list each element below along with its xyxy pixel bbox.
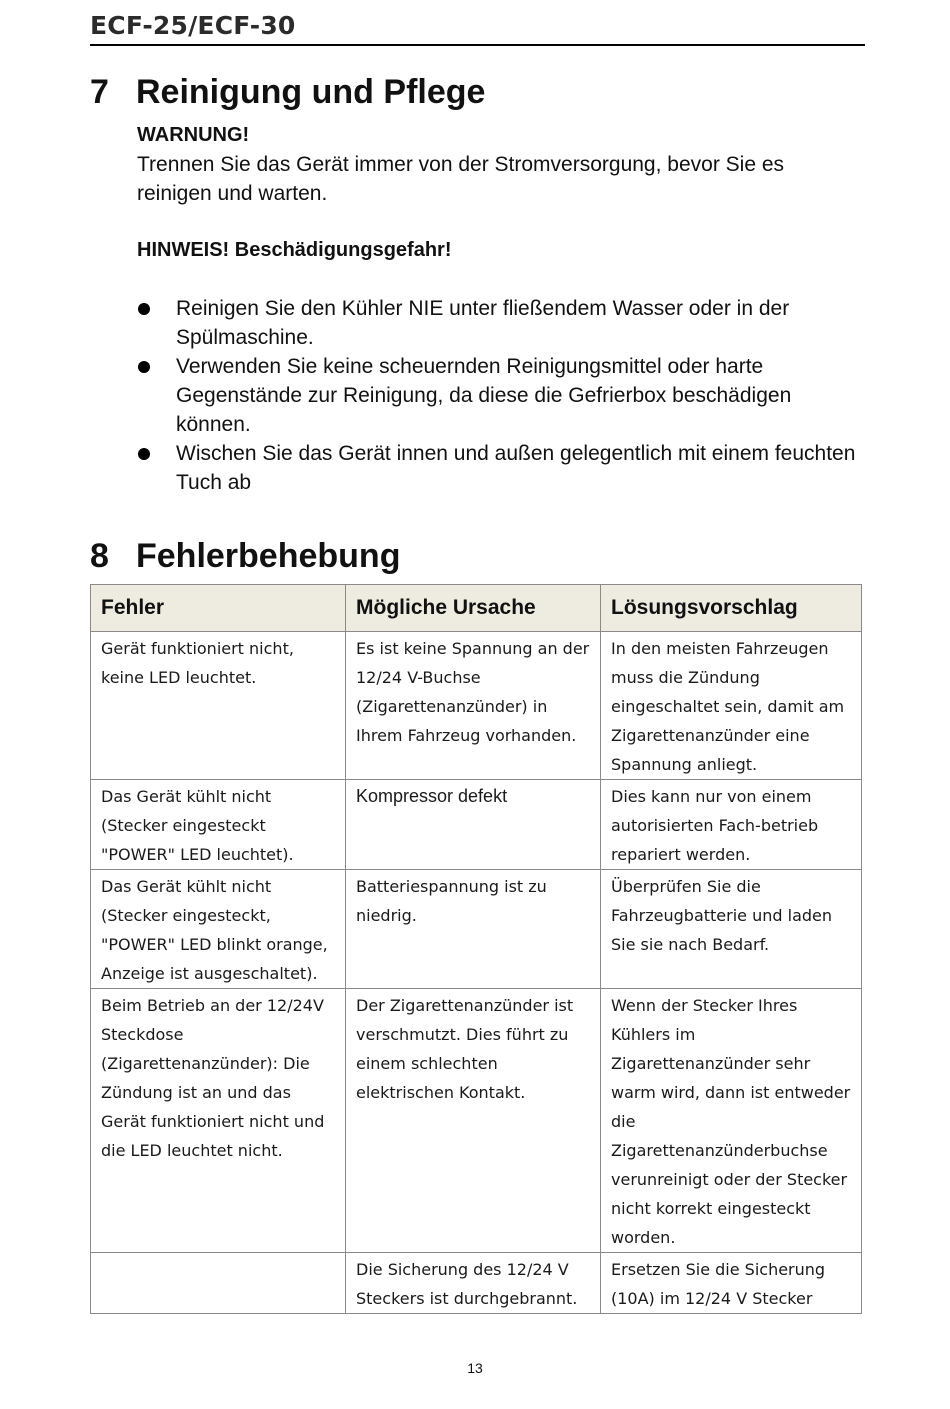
table-cell-ursache: Batteriespannung ist zu niedrig.	[346, 870, 601, 989]
table-row	[91, 780, 862, 870]
table-cell-loesung: Wenn der Stecker Ihres Kühlers im Zigarettenanzünder sehr warm wird, dann ist entweder die Zigarettenanzünderbuchse verunreinigt oder der Stecker nicht korrekt eingesteckt worden.	[601, 989, 862, 1253]
table-cell-ursache: Der Zigarettenanzünder ist verschmutzt. Dies führt zu einem schlechten elektrischen Kontakt.	[346, 989, 601, 1253]
bullet-dot-icon	[138, 448, 150, 460]
section-8-number: 8	[90, 537, 109, 575]
table-cell-loesung: In den meisten Fahrzeugen muss die Zündung eingeschaltet sein, damit am Zigarettenanzünder eine Spannung anliegt.	[601, 632, 862, 780]
section-7-title: Reinigung und Pflege	[136, 73, 486, 111]
table-cell-fehler	[91, 1253, 346, 1314]
column-header-loesung: Lösungsvorschlag	[601, 585, 862, 632]
table-row	[91, 870, 862, 989]
table-row	[91, 1253, 862, 1314]
bullet-text: Wischen Sie das Gerät innen und außen gelegentlich mit einem feuchten Tuch ab	[176, 442, 856, 494]
bullet-item	[137, 352, 857, 439]
bullet-text: Verwenden Sie keine scheuernden Reinigungsmittel oder harte Gegenstände zur Reinigung, da diese die Gefrierbox beschädigen können.	[176, 355, 792, 436]
table-cell-loesung: Ersetzen Sie die Sicherung (10A) im 12/24 V Stecker	[601, 1253, 862, 1314]
table-cell-fehler: Das Gerät kühlt nicht (Stecker eingesteckt, "POWER" LED blinkt orange, Anzeige ist ausgeschaltet).	[91, 870, 346, 989]
table-cell-ursache: Kompressor defekt	[346, 780, 601, 870]
bullet-dot-icon	[138, 303, 150, 315]
table-row	[91, 632, 862, 780]
column-header-ursache: Mögliche Ursache	[346, 585, 601, 632]
column-header-fehler: Fehler	[91, 585, 346, 632]
warning-title: WARNUNG!	[137, 124, 250, 146]
notice-title: HINWEIS! Beschädigungsgefahr!	[137, 239, 452, 261]
section-7-number: 7	[90, 73, 109, 111]
table-cell-fehler: Beim Betrieb an der 12/24V Steckdose (Zigarettenanzünder): Die Zündung ist an und das Gerät funktioniert nicht und die LED leuchtet nicht.	[91, 989, 346, 1253]
table-header-row	[91, 585, 862, 632]
table-cell-fehler: Gerät funktioniert nicht, keine LED leuchtet.	[91, 632, 346, 780]
table-cell-ursache: Die Sicherung des 12/24 V Steckers ist durchgebrannt.	[346, 1253, 601, 1314]
bullet-text: Reinigen Sie den Kühler NIE unter fließendem Wasser oder in der Spülmaschine.	[176, 297, 790, 349]
page-number: 13	[467, 1360, 483, 1376]
section-8-heading	[90, 536, 400, 576]
bullet-item	[137, 439, 857, 497]
section-7-heading	[90, 72, 485, 112]
troubleshooting-table	[90, 584, 862, 1314]
table-cell-loesung: Überprüfen Sie die Fahrzeugbatterie und laden Sie sie nach Bedarf.	[601, 870, 862, 989]
section-8-title: Fehlerbehebung	[136, 537, 401, 575]
table-cell-loesung: Dies kann nur von einem autorisierten Fach-betrieb repariert werden.	[601, 780, 862, 870]
table-row	[91, 989, 862, 1253]
cleaning-bullet-list	[137, 294, 857, 497]
table-cell-ursache: Es ist keine Spannung an der 12/24 V-Buchse (Zigarettenanzünder) in Ihrem Fahrzeug vorhanden.	[346, 632, 601, 780]
bullet-dot-icon	[138, 361, 150, 373]
page-header	[90, 8, 865, 46]
table-cell-fehler: Das Gerät kühlt nicht (Stecker eingesteckt "POWER" LED leuchtet).	[91, 780, 346, 870]
warning-text: Trennen Sie das Gerät immer von der Stromversorgung, bevor Sie es reinigen und warten.	[137, 153, 785, 205]
bullet-item	[137, 294, 857, 352]
header-title: ECF-25/ECF-30	[90, 11, 296, 40]
